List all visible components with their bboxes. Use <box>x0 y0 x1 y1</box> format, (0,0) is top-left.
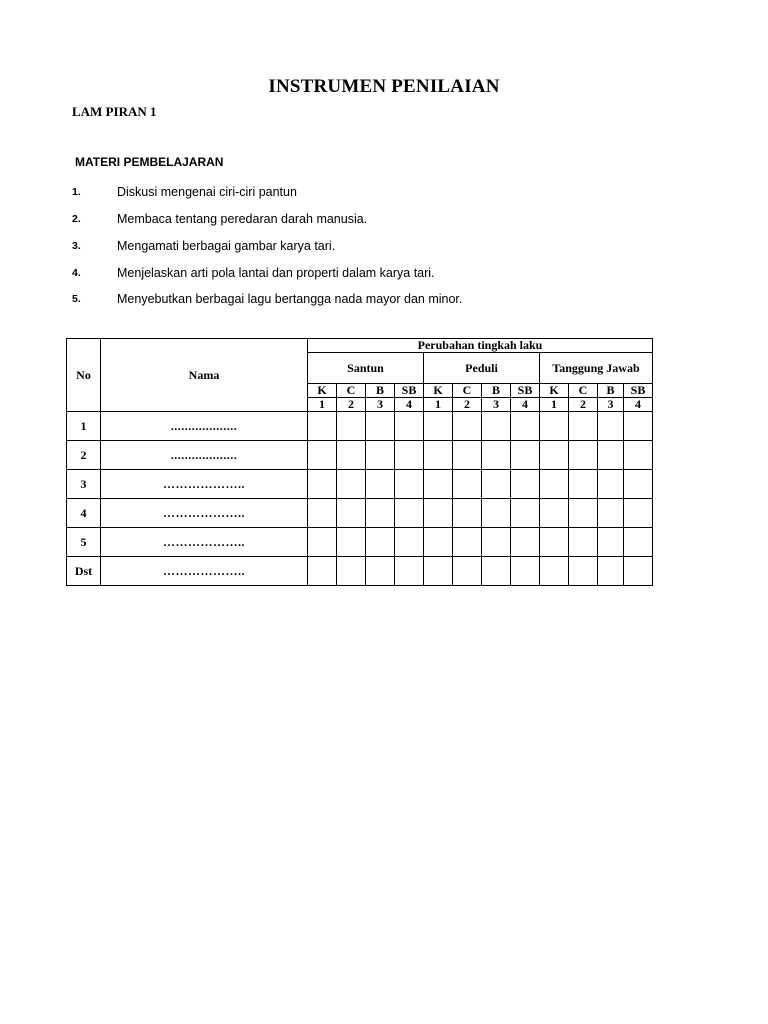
header-score: 1 <box>540 398 569 412</box>
row-name: ……………….. <box>101 499 308 528</box>
score-cell[interactable] <box>308 441 337 470</box>
score-cell[interactable] <box>453 528 482 557</box>
score-cell[interactable] <box>540 499 569 528</box>
header-score: 4 <box>395 398 424 412</box>
score-cell[interactable] <box>624 441 653 470</box>
score-cell[interactable] <box>540 470 569 499</box>
header-nama: Nama <box>101 339 308 412</box>
score-cell[interactable] <box>569 470 598 499</box>
row-name: ................... <box>101 412 308 441</box>
score-cell[interactable] <box>569 441 598 470</box>
lampiran-label: LAM PIRAN 1 <box>72 104 157 119</box>
assessment-table <box>66 338 653 586</box>
list-item-text: Menyebutkan berbagai lagu bertangga nada mayor dan minor. <box>117 292 463 306</box>
score-cell[interactable] <box>395 412 424 441</box>
score-cell[interactable] <box>424 557 453 586</box>
score-cell[interactable] <box>511 412 540 441</box>
header-letter: B <box>598 384 624 398</box>
score-cell[interactable] <box>511 441 540 470</box>
header-letter: K <box>308 384 337 398</box>
score-cell[interactable] <box>337 557 366 586</box>
header-letter: K <box>540 384 569 398</box>
score-cell[interactable] <box>424 470 453 499</box>
header-no: No <box>67 339 101 412</box>
header-score: 4 <box>624 398 653 412</box>
score-cell[interactable] <box>366 412 395 441</box>
list-item-number: 2. <box>72 213 81 225</box>
score-cell[interactable] <box>540 412 569 441</box>
row-number: 3 <box>67 470 101 499</box>
header-score: 4 <box>511 398 540 412</box>
score-cell[interactable] <box>337 441 366 470</box>
row-number: 4 <box>67 499 101 528</box>
score-cell[interactable] <box>308 528 337 557</box>
score-cell[interactable] <box>598 470 624 499</box>
score-cell[interactable] <box>453 557 482 586</box>
list-item-number: 4. <box>72 267 81 279</box>
score-cell[interactable] <box>482 557 511 586</box>
score-cell[interactable] <box>511 499 540 528</box>
materi-heading: MATERI PEMBELAJARAN <box>75 155 224 169</box>
score-cell[interactable] <box>624 412 653 441</box>
row-number: 5 <box>67 528 101 557</box>
score-cell[interactable] <box>540 441 569 470</box>
score-cell[interactable] <box>598 557 624 586</box>
score-cell[interactable] <box>569 528 598 557</box>
score-cell[interactable] <box>395 470 424 499</box>
header-score: 2 <box>569 398 598 412</box>
header-score: 3 <box>598 398 624 412</box>
list-item <box>72 266 672 284</box>
table-row <box>67 528 653 557</box>
score-cell[interactable] <box>366 499 395 528</box>
header-perubahan: Perubahan tingkah laku <box>308 339 653 353</box>
score-cell[interactable] <box>540 557 569 586</box>
header-group-peduli: Peduli <box>424 353 540 384</box>
score-cell[interactable] <box>598 441 624 470</box>
table-row <box>67 499 653 528</box>
score-cell[interactable] <box>598 528 624 557</box>
score-cell[interactable] <box>395 441 424 470</box>
row-number: 1 <box>67 412 101 441</box>
list-item-number: 1. <box>72 186 81 198</box>
header-score: 3 <box>482 398 511 412</box>
score-cell[interactable] <box>482 412 511 441</box>
table-row <box>67 470 653 499</box>
header-score: 1 <box>424 398 453 412</box>
score-cell[interactable] <box>337 499 366 528</box>
header-group-tanggung-jawab: Tanggung Jawab <box>540 353 653 384</box>
score-cell[interactable] <box>337 528 366 557</box>
list-item-text: Menjelaskan arti pola lantai dan properti dalam karya tari. <box>117 266 435 280</box>
list-item-number: 5. <box>72 293 81 305</box>
table-row <box>67 441 653 470</box>
score-cell[interactable] <box>308 470 337 499</box>
table-row <box>67 557 653 586</box>
score-cell[interactable] <box>624 499 653 528</box>
list-item <box>72 292 672 310</box>
row-name: ……………….. <box>101 557 308 586</box>
header-score: 2 <box>337 398 366 412</box>
header-letter: B <box>482 384 511 398</box>
list-item <box>72 239 672 257</box>
score-cell[interactable] <box>482 470 511 499</box>
score-cell[interactable] <box>453 470 482 499</box>
score-cell[interactable] <box>569 412 598 441</box>
list-item-text: Diskusi mengenai ciri-ciri pantun <box>117 185 297 199</box>
row-name: ................... <box>101 441 308 470</box>
score-cell[interactable] <box>395 499 424 528</box>
table-row <box>67 412 653 441</box>
score-cell[interactable] <box>366 528 395 557</box>
score-cell[interactable] <box>482 441 511 470</box>
score-cell[interactable] <box>453 499 482 528</box>
score-cell[interactable] <box>395 557 424 586</box>
score-cell[interactable] <box>569 557 598 586</box>
header-letter: SB <box>624 384 653 398</box>
score-cell[interactable] <box>366 557 395 586</box>
score-cell[interactable] <box>424 441 453 470</box>
list-item-text: Mengamati berbagai gambar karya tari. <box>117 239 336 253</box>
header-letter: C <box>337 384 366 398</box>
row-name: ……………….. <box>101 528 308 557</box>
score-cell[interactable] <box>366 470 395 499</box>
score-cell[interactable] <box>482 528 511 557</box>
header-score: 2 <box>453 398 482 412</box>
header-letter: C <box>453 384 482 398</box>
score-cell[interactable] <box>395 528 424 557</box>
score-cell[interactable] <box>366 441 395 470</box>
score-cell[interactable] <box>511 470 540 499</box>
score-cell[interactable] <box>424 499 453 528</box>
row-name: ……………….. <box>101 470 308 499</box>
score-cell[interactable] <box>453 412 482 441</box>
score-cell[interactable] <box>624 557 653 586</box>
score-cell[interactable] <box>308 412 337 441</box>
score-cell[interactable] <box>482 499 511 528</box>
header-score: 3 <box>366 398 395 412</box>
score-cell[interactable] <box>540 528 569 557</box>
list-item-text: Membaca tentang peredaran darah manusia. <box>117 212 368 226</box>
score-cell[interactable] <box>624 528 653 557</box>
score-cell[interactable] <box>453 441 482 470</box>
header-letter: C <box>569 384 598 398</box>
row-number: Dst <box>67 557 101 586</box>
header-letter: SB <box>395 384 424 398</box>
list-item <box>72 185 672 203</box>
list-item-number: 3. <box>72 240 81 252</box>
score-cell[interactable] <box>337 470 366 499</box>
header-group-santun: Santun <box>308 353 424 384</box>
header-score: 1 <box>308 398 337 412</box>
header-letter: B <box>366 384 395 398</box>
score-cell[interactable] <box>337 412 366 441</box>
score-cell[interactable] <box>598 499 624 528</box>
header-letter: SB <box>511 384 540 398</box>
header-letter: K <box>424 384 453 398</box>
score-cell[interactable] <box>598 412 624 441</box>
score-cell[interactable] <box>424 528 453 557</box>
document-title: INSTRUMEN PENILAIAN <box>268 76 500 97</box>
score-cell[interactable] <box>308 499 337 528</box>
row-number: 2 <box>67 441 101 470</box>
score-cell[interactable] <box>569 499 598 528</box>
list-item <box>72 212 672 230</box>
score-cell[interactable] <box>511 528 540 557</box>
score-cell[interactable] <box>308 557 337 586</box>
score-cell[interactable] <box>511 557 540 586</box>
score-cell[interactable] <box>624 470 653 499</box>
score-cell[interactable] <box>424 412 453 441</box>
